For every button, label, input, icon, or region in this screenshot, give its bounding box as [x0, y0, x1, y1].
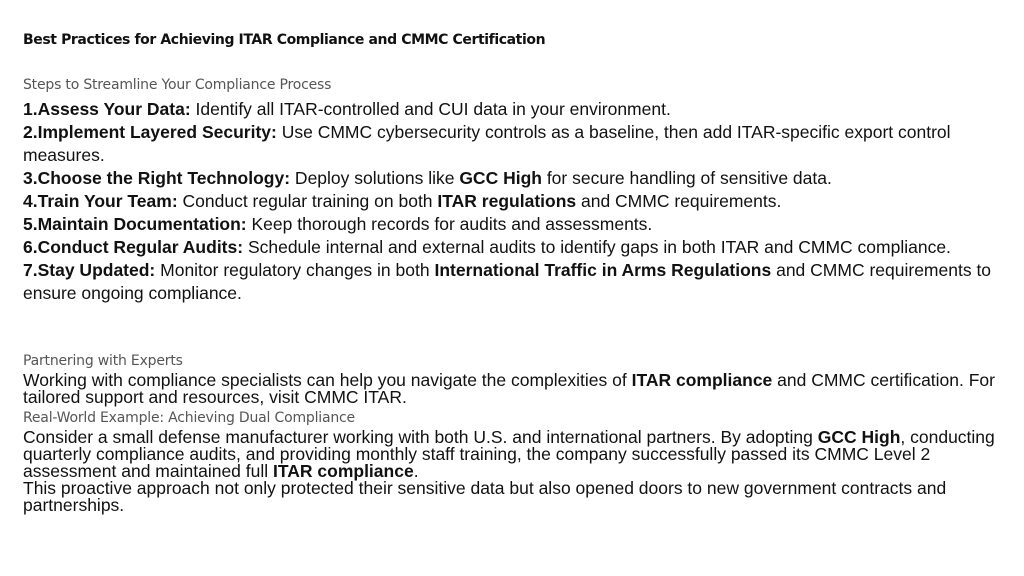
step-text: and CMMC requirements to ensure ongoing compliance.: [23, 260, 992, 303]
step-text: Keep thorough records for audits and assessments.: [246, 214, 653, 234]
step-item: [23, 213, 998, 236]
step-number: 2.: [23, 122, 38, 142]
step-number: 4.: [23, 191, 38, 211]
step-text: Use CMMC cybersecurity controls as a baseline, then add ITAR-specific export control measures.: [23, 122, 951, 165]
step-item: [23, 121, 998, 167]
step-number: 7.: [23, 260, 38, 280]
example-emphasis: GCC High: [817, 427, 901, 447]
step-number: 6.: [23, 237, 38, 257]
experts-heading: Partnering with Experts: [23, 353, 183, 369]
step-text: Identify all ITAR-controlled and CUI data in your environment.: [190, 99, 671, 119]
step-label: Implement Layered Security:: [37, 122, 277, 142]
step-number: 3.: [23, 168, 38, 188]
step-text: Schedule internal and external audits to identify gaps in both ITAR and CMMC compliance.: [243, 237, 951, 257]
page-title: Best Practices for Achieving ITAR Compliance and CMMC Certification: [23, 32, 546, 48]
step-item: [23, 259, 998, 305]
example-emphasis: ITAR compliance: [273, 461, 414, 481]
step-item: [23, 98, 998, 121]
experts-emphasis: ITAR compliance: [631, 370, 773, 390]
example-text: .: [413, 461, 419, 481]
example-heading: Real-World Example: Achieving Dual Compliance: [23, 410, 355, 426]
step-label: Conduct Regular Audits:: [37, 237, 244, 257]
steps-heading: Steps to Streamline Your Compliance Process: [23, 77, 332, 93]
step-emphasis: ITAR regulations: [437, 191, 577, 211]
example-paragraph: [23, 429, 998, 480]
step-label: Train Your Team:: [37, 191, 178, 211]
step-number: 1.: [23, 99, 38, 119]
experts-text: and CMMC certification. For tailored support and resources, visit CMMC ITAR.: [23, 370, 995, 407]
example-body: [23, 429, 998, 514]
step-item: [23, 236, 998, 259]
step-text: Conduct regular training on both: [177, 191, 438, 211]
step-number: 5.: [23, 214, 38, 234]
step-text: and CMMC requirements.: [576, 191, 782, 211]
example-text: Consider a small defense manufacturer working with both U.S. and international partners. By adopting: [23, 427, 818, 447]
step-label: Choose the Right Technology:: [37, 168, 291, 188]
step-text: Deploy solutions like: [290, 168, 460, 188]
step-label: Stay Updated:: [37, 260, 156, 280]
step-label: Assess Your Data:: [37, 99, 191, 119]
step-item: [23, 167, 998, 190]
step-text: Monitor regulatory changes in both: [155, 260, 435, 280]
example-text: , conducting quarterly compliance audits, and providing monthly staff training, the company successfully passed its CMMC Level 2 assessment and maintained full: [23, 427, 995, 481]
step-item: [23, 190, 998, 213]
step-text: for secure handling of sensitive data.: [541, 168, 832, 188]
experts-paragraph: [23, 372, 998, 406]
step-emphasis: GCC High: [459, 168, 542, 188]
example-conclusion: This proactive approach not only protected their sensitive data but also opened doors to new government contracts and partnerships.: [23, 478, 947, 515]
steps-list: [23, 98, 998, 305]
experts-text: Working with compliance specialists can help you navigate the complexities of: [23, 370, 632, 390]
step-emphasis: International Traffic in Arms Regulations: [434, 260, 772, 280]
step-label: Maintain Documentation:: [37, 214, 247, 234]
